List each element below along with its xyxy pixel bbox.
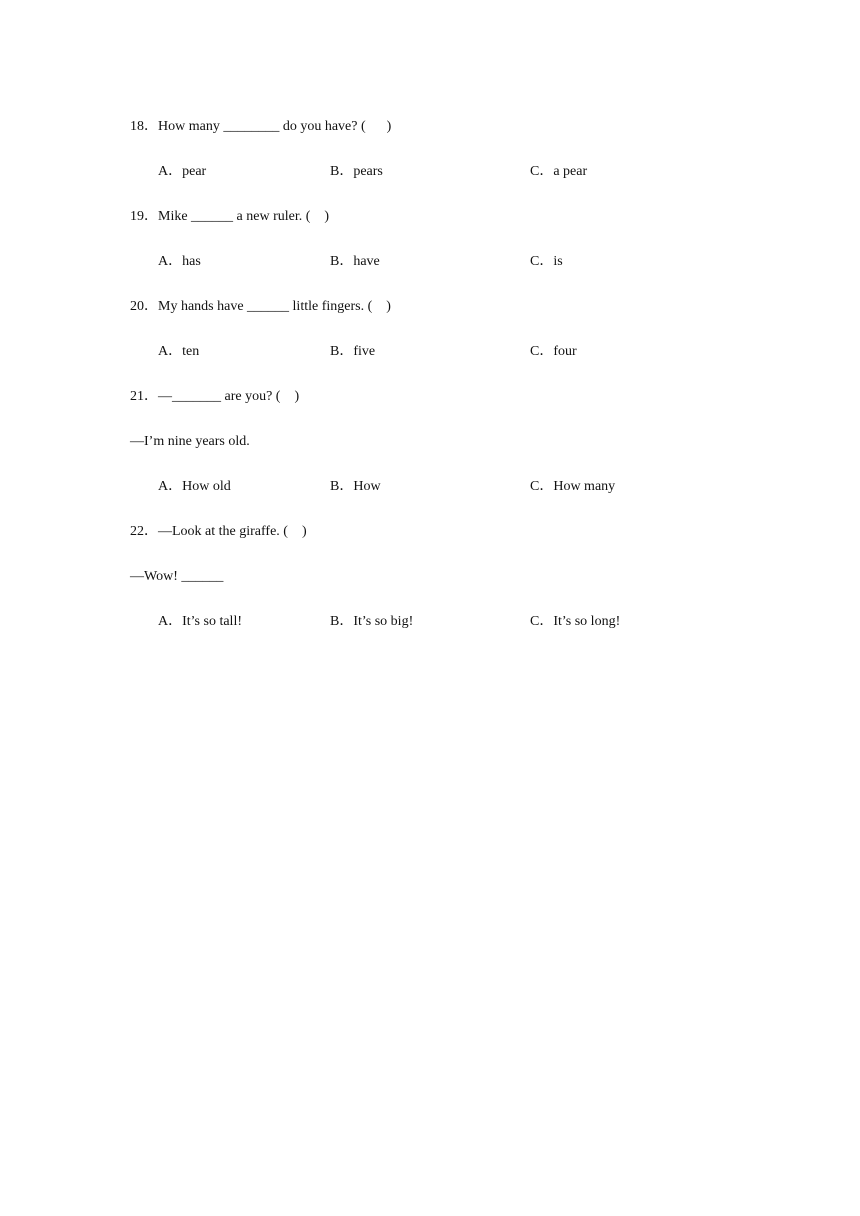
question-22-reply: —Wow! ______ <box>130 569 224 584</box>
question-21-option-c: C．How many <box>530 479 616 494</box>
question-19-option-b: B．have <box>330 254 380 269</box>
question-19-option-c: C．is <box>530 254 563 269</box>
question-22-option-c: C．It’s so long! <box>530 614 621 629</box>
question-18-option-b: B．pears <box>330 164 383 179</box>
question-20-stem: 20．My hands have ______ little fingers. ( ) <box>130 299 391 314</box>
question-22-stem: 22．—Look at the giraffe. ( ) <box>130 524 307 539</box>
question-21-option-a: A．How old <box>158 479 231 494</box>
question-20-option-a: A．ten <box>158 344 200 359</box>
question-21-reply: —I’m nine years old. <box>130 434 250 449</box>
question-21-stem: 21．—_______ are you? ( ) <box>130 389 300 404</box>
question-22-option-b: B．It’s so big! <box>330 614 414 629</box>
question-19-option-a: A．has <box>158 254 201 269</box>
question-18-stem: 18．How many ________ do you have? ( ) <box>130 119 392 134</box>
question-20-option-c: C．four <box>530 344 577 359</box>
question-22-option-a: A．It’s so tall! <box>158 614 242 629</box>
question-20-option-b: B．five <box>330 344 376 359</box>
question-21-option-b: B．How <box>330 479 381 494</box>
question-18-option-a: A．pear <box>158 164 207 179</box>
question-19-stem: 19．Mike ______ a new ruler. ( ) <box>130 209 330 224</box>
question-18-option-c: C．a pear <box>530 164 588 179</box>
